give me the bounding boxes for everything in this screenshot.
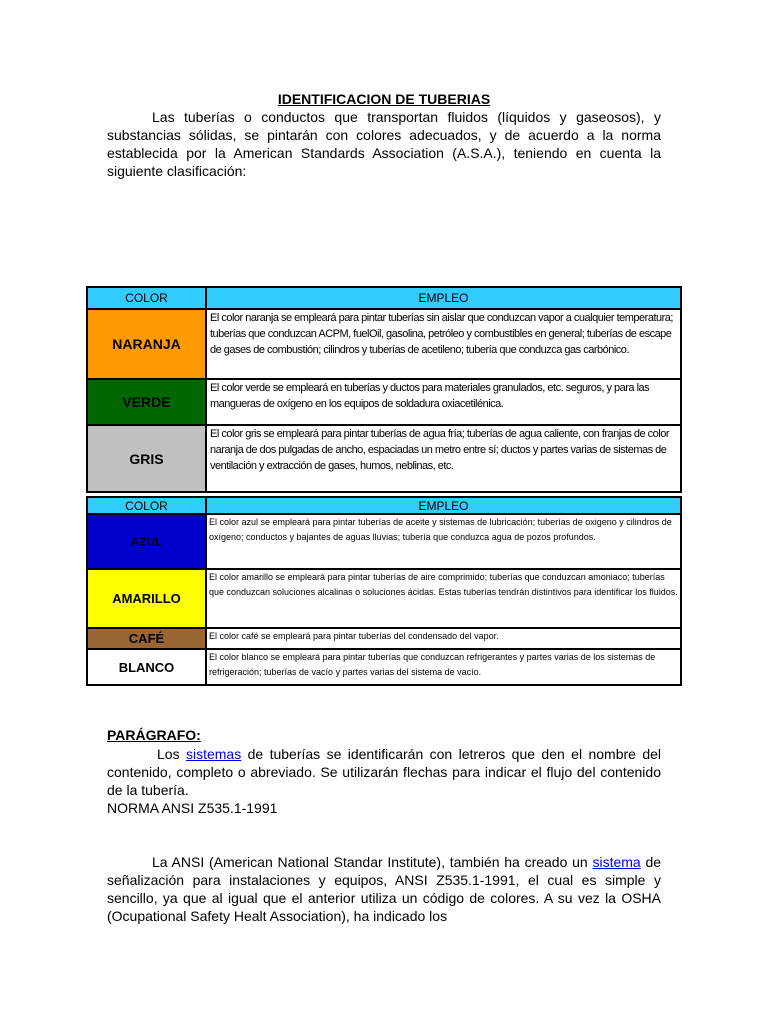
paragrafo-text-before: Los	[157, 746, 180, 762]
sistemas-link[interactable]: sistemas	[185, 746, 242, 762]
ansi-text-before: La ANSI (American National Standar Institute), también ha creado un	[152, 854, 588, 870]
use-cafe: El color café se empleará para pintar tuberías del condensado del vapor.	[206, 628, 681, 649]
color-verde: VERDE	[87, 379, 206, 425]
paragrafo-heading: PARÁGRAFO:	[107, 727, 201, 743]
document-title: IDENTIFICACION DE TUBERIAS	[277, 91, 491, 107]
table-row	[87, 649, 681, 685]
table-row	[87, 569, 681, 628]
use-blanco: El color blanco se empleará para pintar tuberías que conduzcan refrigerantes y partes varias de los sistemas de refrigeración; tuberías de vacío y partes varias del sistema de vacío.	[206, 649, 681, 685]
header-color: COLOR	[87, 497, 206, 514]
sistema-link[interactable]: sistema	[592, 854, 641, 870]
paragrafo-text-after: de tuberías se identificarán con letreros que den el nombre del contenido, completo o abreviado. Se utilizarán flechas para indicar el flujo del contenido de la tubería.	[107, 746, 662, 798]
header-use: EMPLEO	[206, 497, 681, 514]
color-table-1	[86, 286, 682, 493]
table-row	[87, 628, 681, 649]
color-azul: AZUL	[87, 514, 206, 569]
use-azul: El color azul se empleará para pintar tuberías de aceite y sistemas de lubricación; tuberías de oxigeno y cilindros de oxígeno; conductos y bajantes de aguas lluvias; tubería que conduzca agua de pozos profundos.	[206, 514, 681, 569]
paragrafo-text	[107, 745, 661, 799]
ansi-text-after: de señalización para instalaciones y equipos, ANSI Z535.1-1991, el cual es simple y sencillo, ya que al igual que el anterior utiliza un código de colores. A su vez la OSHA (Ocupational Safety Healt Association), ha indicado los	[107, 854, 662, 924]
color-table-2	[86, 496, 682, 686]
table-header-row	[87, 287, 681, 309]
use-amarillo: El color amarillo se empleará para pintar tuberías de aire comprimido; tuberías que conduzcan amoniaco; tuberías que conduzcan soluciones alcalinas o soluciones ácidas. Estas tuberías tendrán distintivos para identificar los fluidos.	[206, 569, 681, 628]
intro-paragraph	[107, 108, 661, 180]
table-row	[87, 514, 681, 569]
intro-text: Las tuberías o conductos que transportan fluidos (líquidos y gaseosos), y substancias sólidas, se pintarán con colores adecuados, y de acuerdo a la norma establecida por la American Standards Association (A.S.A.), teniendo en cuenta la siguiente clasificación:	[107, 109, 661, 179]
header-color: COLOR	[87, 287, 206, 309]
header-use: EMPLEO	[206, 287, 681, 309]
color-gris: GRIS	[87, 425, 206, 492]
table-row	[87, 379, 681, 425]
table-row	[87, 309, 681, 379]
color-blanco: BLANCO	[87, 649, 206, 685]
color-cafe: CAFÉ	[87, 628, 206, 649]
use-gris: El color gris se empleará para pintar tuberías de agua fría; tuberías de agua caliente, con franjas de color naranja de dos pulgadas de ancho, espaciadas un metro entre sí; ductos y partes varias de sistemas de ventilación y extracción de gases, humos, neblinas, etc.	[206, 425, 681, 492]
norma-label: NORMA ANSI Z535.1-1991	[107, 800, 278, 816]
table-row	[87, 425, 681, 492]
use-naranja: El color naranja se empleará para pintar tuberías sin aislar que conduzcan vapor a cualquier temperatura; tuberías que conduzcan ACPM, fuelOil, gasolina, petróleo y combustibles en general; tuberías de escape de gases de combustión; cilindros y tuberías de acetileno; tubería que conduzca gas carbónico.	[206, 309, 681, 379]
use-verde: El color verde se empleará en tuberías y ductos para materiales granulados, etc. seguros, y para las mangueras de oxígeno en los equipos de soldadura oxiacetilénica.	[206, 379, 681, 425]
color-naranja: NARANJA	[87, 309, 206, 379]
table-header-row	[87, 497, 681, 514]
ansi-paragraph	[107, 853, 661, 925]
color-amarillo: AMARILLO	[87, 569, 206, 628]
